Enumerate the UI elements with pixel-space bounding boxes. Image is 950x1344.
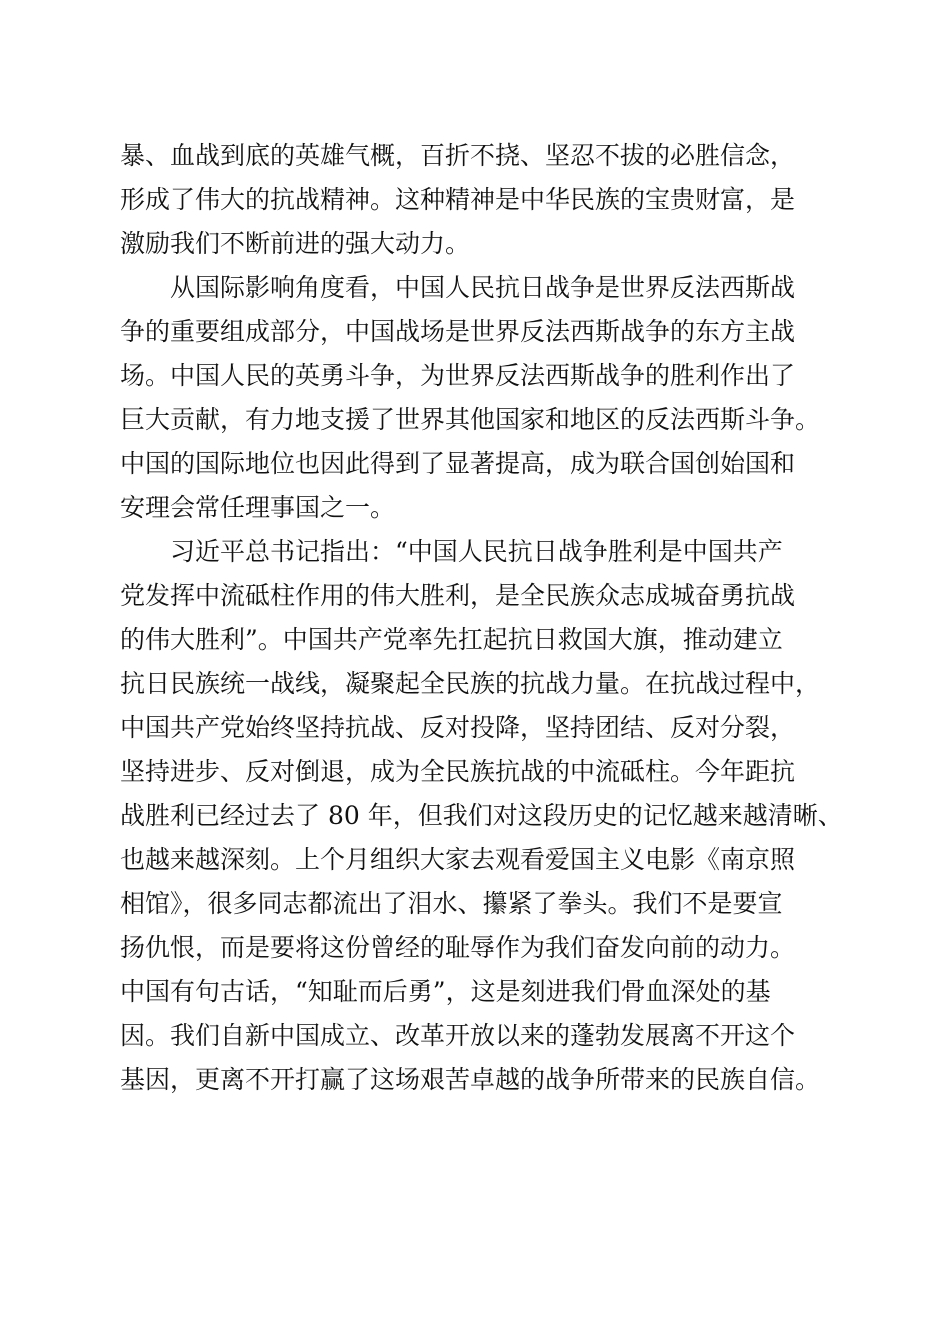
text-line: 中国有句古话，“知耻而后勇”，这是刻进我们骨血深处的基 (120, 977, 771, 1006)
text-line: 激励我们不断前进的强大动力。 (120, 229, 471, 258)
text-line: 形成了伟大的抗战精神。这种精神是中华民族的宝贵财富，是 (120, 185, 796, 214)
text-line: 扬仇恨，而是要将这份曾经的耻辱作为我们奋发向前的动力。 (120, 933, 796, 962)
text-line: 习近平总书记指出：“中国人民抗日战争胜利是中国共产 (120, 537, 783, 566)
text-line: 暴、血战到底的英雄气概，百折不挠、坚忍不拔的必胜信念， (120, 141, 796, 170)
text-line: 巨大贡献，有力地支援了世界其他国家和地区的反法西斯斗争。 (120, 405, 821, 434)
text-line: 因。我们自新中国成立、改革开放以来的蓬勃发展离不开这个 (120, 1021, 796, 1050)
text-line: 的伟大胜利”。中国共产党率先扛起抗日救国大旗，推动建立 (120, 625, 783, 654)
text-line: 从国际影响角度看，中国人民抗日战争是世界反法西斯战 (120, 273, 796, 302)
text-line: 安理会常任理事国之一。 (120, 493, 396, 522)
text-line: 战胜利已经过去了 80 年，但我们对这段历史的记忆越来越清晰、 (120, 801, 843, 830)
text-line: 党发挥中流砥柱作用的伟大胜利，是全民族众志成城奋勇抗战 (120, 581, 796, 610)
body-text (120, 134, 843, 1102)
text-line: 基因，更离不开打赢了这场艰苦卓越的战争所带来的民族自信。 (120, 1065, 821, 1094)
text-line: 场。中国人民的英勇斗争，为世界反法西斯战争的胜利作出了 (120, 361, 796, 390)
text-line: 也越来越深刻。上个月组织大家去观看爱国主义电影《南京照 (120, 845, 796, 874)
text-line: 抗日民族统一战线，凝聚起全民族的抗战力量。在抗战过程中， (120, 669, 821, 698)
text-line: 争的重要组成部分，中国战场是世界反法西斯战争的东方主战 (120, 317, 796, 346)
text-line: 坚持进步、反对倒退，成为全民族抗战的中流砥柱。今年距抗 (120, 757, 796, 786)
text-line: 中国共产党始终坚持抗战、反对投降，坚持团结、反对分裂， (120, 713, 796, 742)
text-line: 相馆》，很多同志都流出了泪水、攥紧了拳头。我们不是要宣 (120, 889, 783, 918)
text-line: 中国的国际地位也因此得到了显著提高，成为联合国创始国和 (120, 449, 796, 478)
